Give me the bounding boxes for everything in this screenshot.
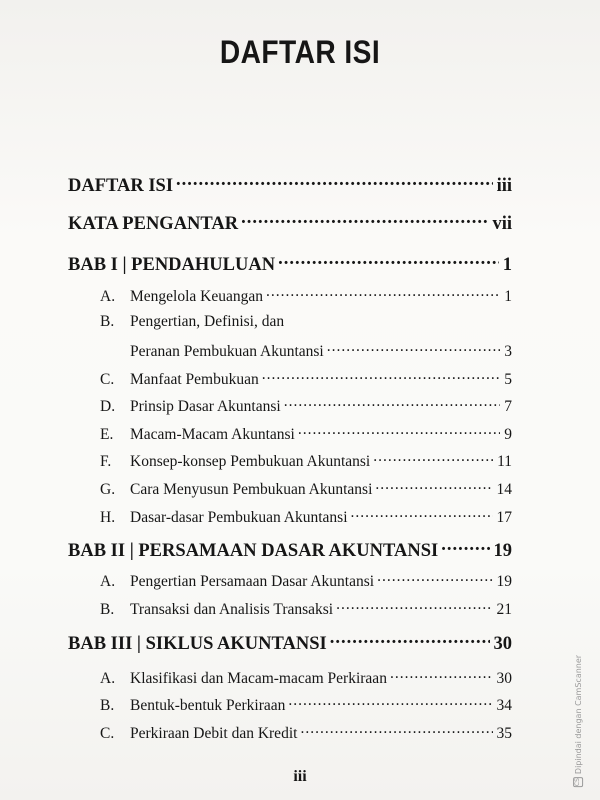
toc-entry-kata-pengantar bbox=[68, 210, 512, 235]
toc-label: Prinsip Dasar Akuntansi bbox=[130, 397, 281, 415]
toc-subentry-continuation bbox=[130, 340, 512, 361]
toc-label: Pengertian Persamaan Dasar Akuntansi bbox=[130, 572, 375, 590]
toc-label: Manfaat Pembukuan bbox=[130, 370, 259, 388]
dot-leader bbox=[266, 285, 500, 301]
toc-page-number: 14 bbox=[496, 480, 512, 498]
toc-subentry bbox=[100, 694, 512, 715]
dot-leader bbox=[336, 598, 492, 614]
toc-page-number: 30 bbox=[496, 669, 512, 687]
dot-leader bbox=[298, 423, 500, 439]
dot-leader bbox=[241, 210, 488, 229]
dot-leader bbox=[300, 722, 492, 738]
toc-page-number: 7 bbox=[504, 397, 512, 415]
toc-label: BAB I | PENDAHULUAN bbox=[68, 254, 276, 275]
camscanner-logo-icon: CS bbox=[574, 778, 581, 787]
toc-subentry bbox=[100, 450, 512, 471]
toc-subentry bbox=[100, 313, 512, 331]
toc-label: Transaksi dan Analisis Transaksi bbox=[130, 600, 334, 618]
toc-subentry bbox=[100, 423, 512, 444]
toc-label: Peranan Pembukuan Akuntansi bbox=[130, 342, 324, 360]
watermark-text: Dipindai dengan CamScanner bbox=[573, 654, 583, 775]
toc-letter: B. bbox=[100, 600, 115, 618]
toc-label: DAFTAR ISI bbox=[68, 175, 174, 196]
toc-letter: C. bbox=[100, 370, 115, 388]
toc-chapter-bab-3 bbox=[68, 630, 512, 655]
toc-subentry bbox=[100, 722, 512, 743]
dot-leader bbox=[327, 340, 501, 356]
toc-label: Pengertian, Definisi, dan bbox=[130, 313, 285, 330]
toc-page-number: 19 bbox=[493, 540, 512, 561]
toc-label: Klasifikasi dan Macam-macam Perkiraan bbox=[130, 669, 387, 687]
toc-page-number: 17 bbox=[496, 508, 512, 526]
toc-chapter-bab-1 bbox=[68, 251, 512, 276]
toc-label: Macam-Macam Akuntansi bbox=[130, 425, 295, 443]
toc-page-number: 1 bbox=[502, 254, 512, 275]
dot-leader bbox=[284, 395, 501, 411]
toc-page-number: 19 bbox=[496, 572, 512, 590]
toc-letter: D. bbox=[100, 397, 116, 415]
toc-letter: B. bbox=[100, 696, 115, 714]
page-number-footer: iii bbox=[293, 768, 307, 785]
toc-page-number: 5 bbox=[504, 370, 512, 388]
scanner-watermark bbox=[571, 654, 585, 787]
page-title: DAFTAR ISI bbox=[219, 34, 381, 70]
toc-chapter-bab-2 bbox=[68, 537, 512, 562]
dot-leader bbox=[373, 450, 493, 466]
toc-subentry bbox=[100, 478, 512, 499]
toc-letter: A. bbox=[100, 669, 116, 687]
dot-leader bbox=[377, 570, 492, 586]
toc-label: Perkiraan Debit dan Kredit bbox=[130, 724, 298, 742]
dot-leader bbox=[288, 694, 492, 710]
dot-leader bbox=[262, 368, 501, 384]
toc-page-number: 9 bbox=[504, 425, 512, 443]
toc-page-number: 11 bbox=[497, 452, 512, 470]
dot-leader bbox=[176, 172, 493, 191]
toc-letter: C. bbox=[100, 724, 115, 742]
toc-label: Bentuk-bentuk Perkiraan bbox=[130, 696, 286, 714]
toc-label: Cara Menyusun Pembukuan Akuntansi bbox=[130, 480, 373, 498]
toc-page-number: 1 bbox=[504, 287, 512, 305]
toc-page-number: 21 bbox=[496, 600, 512, 618]
toc-page-number: 3 bbox=[504, 342, 512, 360]
toc-subentry bbox=[100, 570, 512, 591]
toc-subentry bbox=[100, 395, 512, 416]
toc-label: BAB III | SIKLUS AKUNTANSI bbox=[68, 633, 327, 654]
toc-subentry bbox=[100, 667, 512, 688]
toc-letter: H. bbox=[100, 508, 116, 526]
toc-letter: B. bbox=[100, 313, 115, 330]
toc-letter: A. bbox=[100, 572, 116, 590]
toc-page-number: 35 bbox=[496, 724, 512, 742]
toc-label: Mengelola Keuangan bbox=[130, 287, 263, 305]
toc-subentry bbox=[100, 506, 512, 527]
toc-subentry bbox=[100, 285, 512, 306]
dot-leader bbox=[390, 667, 493, 683]
dot-leader bbox=[278, 251, 499, 270]
dot-leader bbox=[375, 478, 492, 494]
toc-subentry bbox=[100, 598, 512, 619]
toc-page-number: vii bbox=[492, 213, 512, 234]
toc-letter: E. bbox=[100, 425, 114, 443]
toc-label: Dasar-dasar Pembukuan Akuntansi bbox=[130, 508, 348, 526]
toc-letter: G. bbox=[100, 480, 116, 498]
toc-label: BAB II | PERSAMAAN DASAR AKUNTANSI bbox=[68, 540, 439, 561]
toc-letter: A. bbox=[100, 287, 116, 305]
dot-leader bbox=[351, 506, 493, 522]
dot-leader bbox=[330, 630, 490, 649]
toc-subentry bbox=[100, 368, 512, 389]
toc-label: Konsep-konsep Pembukuan Akuntansi bbox=[130, 452, 371, 470]
toc-page-number: 34 bbox=[496, 696, 512, 714]
toc-page-number: 30 bbox=[493, 633, 512, 654]
toc-label: KATA PENGANTAR bbox=[68, 213, 239, 234]
dot-leader bbox=[441, 537, 489, 556]
toc-page-number: iii bbox=[496, 175, 512, 196]
toc-entry-daftar-isi bbox=[68, 172, 512, 197]
toc-letter: F. bbox=[100, 452, 112, 470]
